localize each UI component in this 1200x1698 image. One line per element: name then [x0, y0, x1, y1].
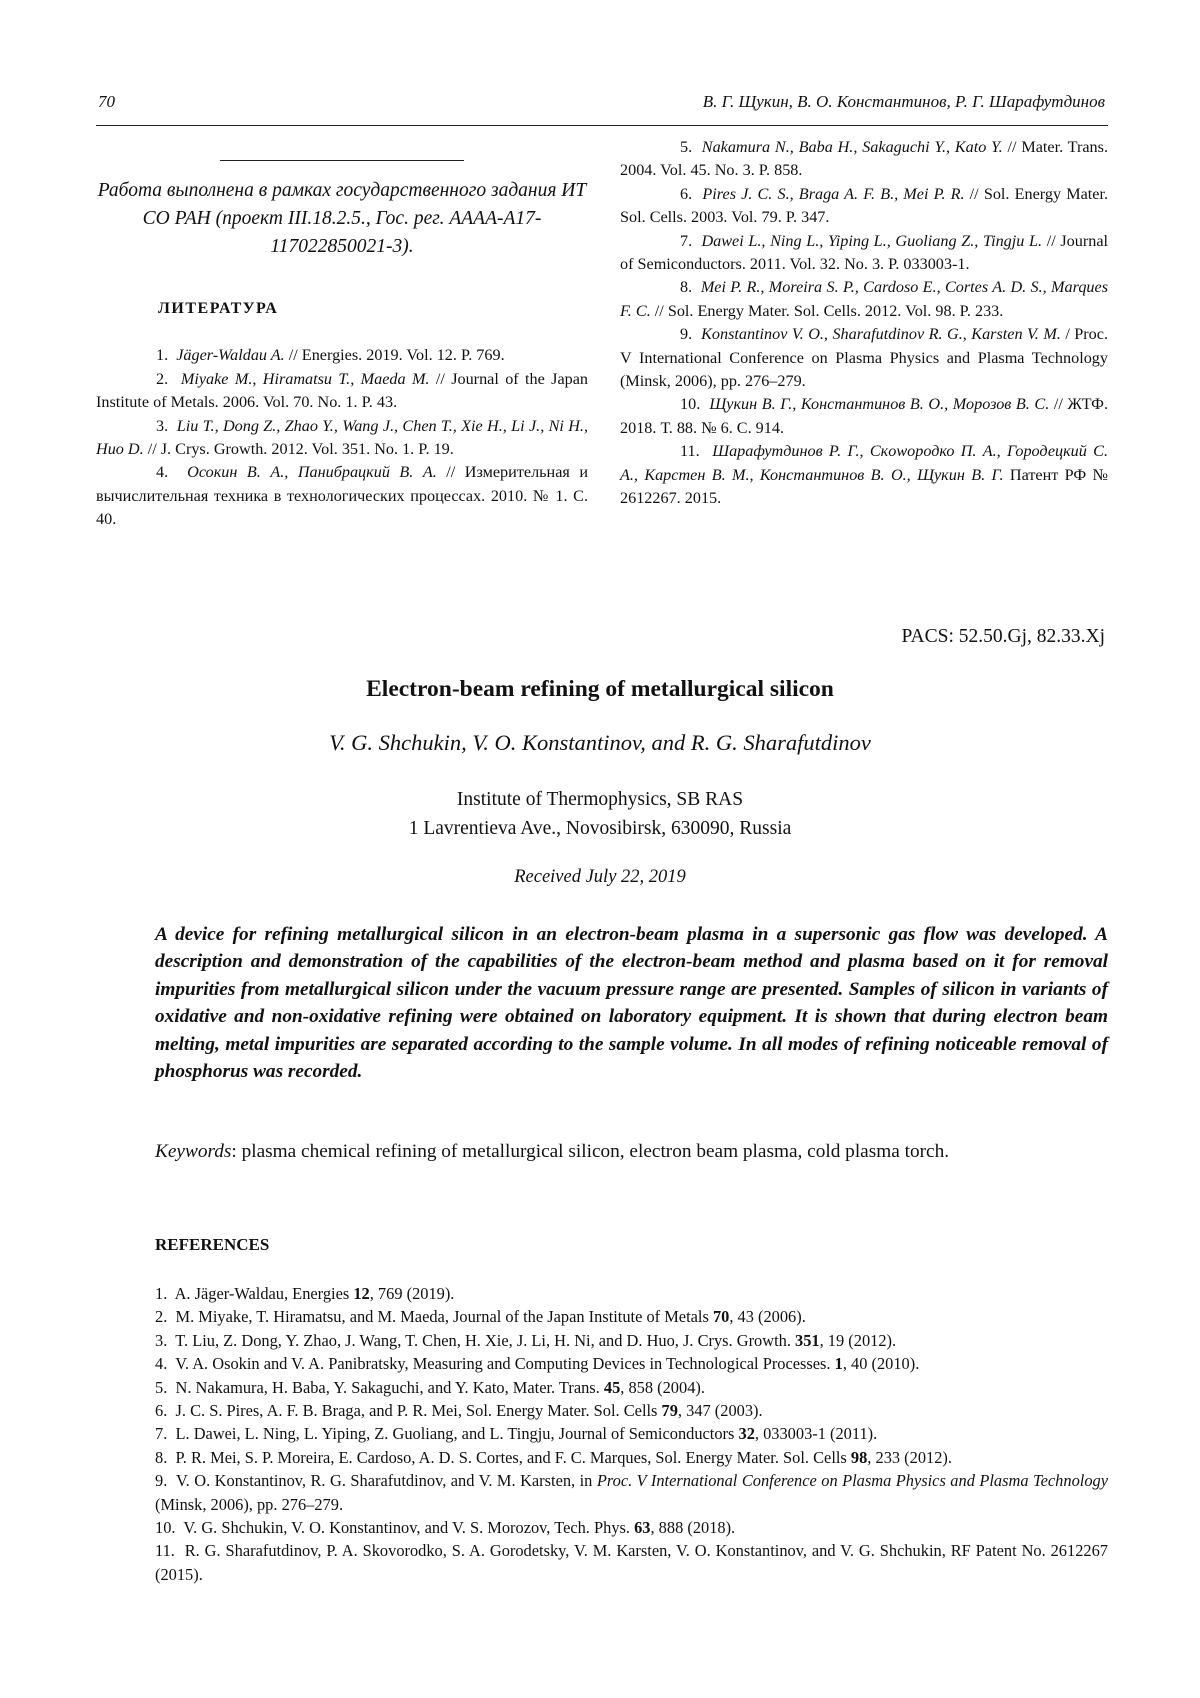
literature-item: 8. Mei P. R., Moreira S. P., Cardoso E., Cortes A. D. S., Marques F. C. // Sol. Energy Mater. Sol. Cells. 2012. Vol. 98. P. 233. [620, 276, 1108, 323]
reference-item: 9. V. O. Konstantinov, R. G. Sharafutdinov, and V. M. Karsten, in Proc. V International Conference on Plasma Physics and Plasma Technology (Minsk, 2006), pp. 276–279. [155, 1469, 1108, 1516]
literature-list-left [96, 344, 588, 531]
literature-heading: ЛИТЕРАТУРА [96, 297, 588, 320]
address: 1 Lavrentieva Ave., Novosibirsk, 630090, Russia [0, 814, 1200, 843]
literature-item: 11. Шарафутдинов Р. Г., Скowородко П. А., Городецкий С. А., Карстен В. М., Константинов В. О., Щукин В. Г. Патент РФ № 2612267. 2015. [620, 440, 1108, 510]
footnote-rule [220, 160, 464, 161]
literature-item: 2. Miyake M., Hiramatsu T., Maeda M. // Journal of the Japan Institute of Metals. 2006. Vol. 70. No. 1. P. 43. [96, 368, 588, 415]
reference-item: 2. M. Miyake, T. Hiramatsu, and M. Maeda, Journal of the Japan Institute of Metals 70, 43 (2006). [155, 1305, 1108, 1328]
acknowledgement: Работа выполнена в рамках государственного задания ИТ СО РАН (проект III.18.2.5., Гос. рег. АААА-А17-117022850021-3). [96, 177, 588, 261]
literature-item: 4. Осокин В. А., Панибрацкий В. А. // Измерительная и вычислительная техника в технологических процессах. 2010. № 1. С. 40. [96, 461, 588, 531]
page-number: 70 [98, 92, 115, 112]
affiliation [0, 785, 1200, 843]
references-heading: REFERENCES [155, 1235, 269, 1255]
keywords [155, 1137, 1108, 1166]
received-date: Received July 22, 2019 [0, 867, 1200, 888]
literature-item: 5. Nakamura N., Baba H., Sakaguchi Y., Kato Y. // Mater. Trans. 2004. Vol. 45. No. 3. P. 858. [620, 136, 1108, 183]
literature-item: 9. Konstantinov V. O., Sharafutdinov R. G., Karsten V. M. / Proc. V International Conference on Plasma Physics and Plasma Technology (Minsk, 2006), pp. 276–279. [620, 323, 1108, 393]
right-column [620, 136, 1108, 511]
references-list [155, 1282, 1108, 1586]
abstract: A device for refining metallurgical silicon in an electron-beam plasma in a supersonic gas flow was developed. A description and demonstration of the capabilities of the electron-beam method and plasma based on it for removal impurities from metallurgical silicon under the vacuum pressure range are presented. Samples of silicon in variants of oxidative and non-oxidative refining were obtained on laboratory equipment. It is shown that during electron beam melting, metal impurities are separated according to the sample volume. In all modes of refining noticeable removal of phosphorus was recorded. [155, 921, 1108, 1085]
article-title: Electron-beam refining of metallurgical silicon [0, 676, 1200, 703]
institution: Institute of Thermophysics, SB RAS [0, 785, 1200, 814]
literature-item: 10. Щукин В. Г., Константинов В. О., Морозов В. С. // ЖТФ. 2018. Т. 88. № 6. С. 914. [620, 393, 1108, 440]
reference-item: 3. T. Liu, Z. Dong, Y. Zhao, J. Wang, T. Chen, H. Xie, J. Li, H. Ni, and D. Huo, J. Crys. Growth. 351, 19 (2012). [155, 1329, 1108, 1352]
literature-item: 6. Pires J. C. S., Braga A. F. B., Mei P. R. // Sol. Energy Mater. Sol. Cells. 2003. Vol. 79. P. 347. [620, 183, 1108, 230]
reference-item: 7. L. Dawei, L. Ning, L. Yiping, Z. Guoliang, and L. Tingju, Journal of Semiconductors 32, 033003-1 (2011). [155, 1422, 1108, 1445]
pacs-codes: PACS: 52.50.Gj, 82.33.Xj [901, 626, 1105, 648]
reference-item: 6. J. C. S. Pires, A. F. B. Braga, and P. R. Mei, Sol. Energy Mater. Sol. Cells 79, 347 (2003). [155, 1399, 1108, 1422]
keywords-text: : plasma chemical refining of metallurgical silicon, electron beam plasma, cold plasma torch. [231, 1141, 949, 1162]
reference-item: 4. V. A. Osokin and V. A. Panibratsky, Measuring and Computing Devices in Technological Processes. 1, 40 (2010). [155, 1352, 1108, 1375]
article-authors: V. G. Shchukin, V. O. Konstantinov, and R. G. Sharafutdinov [0, 730, 1200, 756]
reference-item: 11. R. G. Sharafutdinov, P. A. Skovorodko, S. A. Gorodetsky, V. M. Karsten, V. O. Konstantinov, and V. G. Shchukin, RF Patent No. 2612267 (2015). [155, 1539, 1108, 1586]
header-rule [96, 125, 1108, 126]
literature-item: 1. Jäger-Waldau A. // Energies. 2019. Vol. 12. P. 769. [96, 344, 588, 367]
running-header-authors: В. Г. Щукин, В. О. Константинов, Р. Г. Шарафутдинов [703, 92, 1105, 112]
reference-item: 10. V. G. Shchukin, V. O. Konstantinov, and V. S. Morozov, Tech. Phys. 63, 888 (2018). [155, 1516, 1108, 1539]
keywords-label: Keywords [155, 1141, 231, 1162]
reference-item: 8. P. R. Mei, S. P. Moreira, E. Cardoso, A. D. S. Cortes, and F. C. Marques, Sol. Energy Mater. Sol. Cells 98, 233 (2012). [155, 1446, 1108, 1469]
left-column [96, 140, 588, 532]
literature-item: 7. Dawei L., Ning L., Yiping L., Guoliang Z., Tingju L. // Journal of Semiconductors. 2011. Vol. 32. No. 3. P. 033003-1. [620, 230, 1108, 277]
reference-item: 1. A. Jäger-Waldau, Energies 12, 769 (2019). [155, 1282, 1108, 1305]
reference-item: 5. N. Nakamura, H. Baba, Y. Sakaguchi, and Y. Kato, Mater. Trans. 45, 858 (2004). [155, 1376, 1108, 1399]
literature-item: 3. Liu T., Dong Z., Zhao Y., Wang J., Chen T., Xie H., Li J., Ni H., Huo D. // J. Crys. Growth. 2012. Vol. 351. No. 1. P. 19. [96, 415, 588, 462]
